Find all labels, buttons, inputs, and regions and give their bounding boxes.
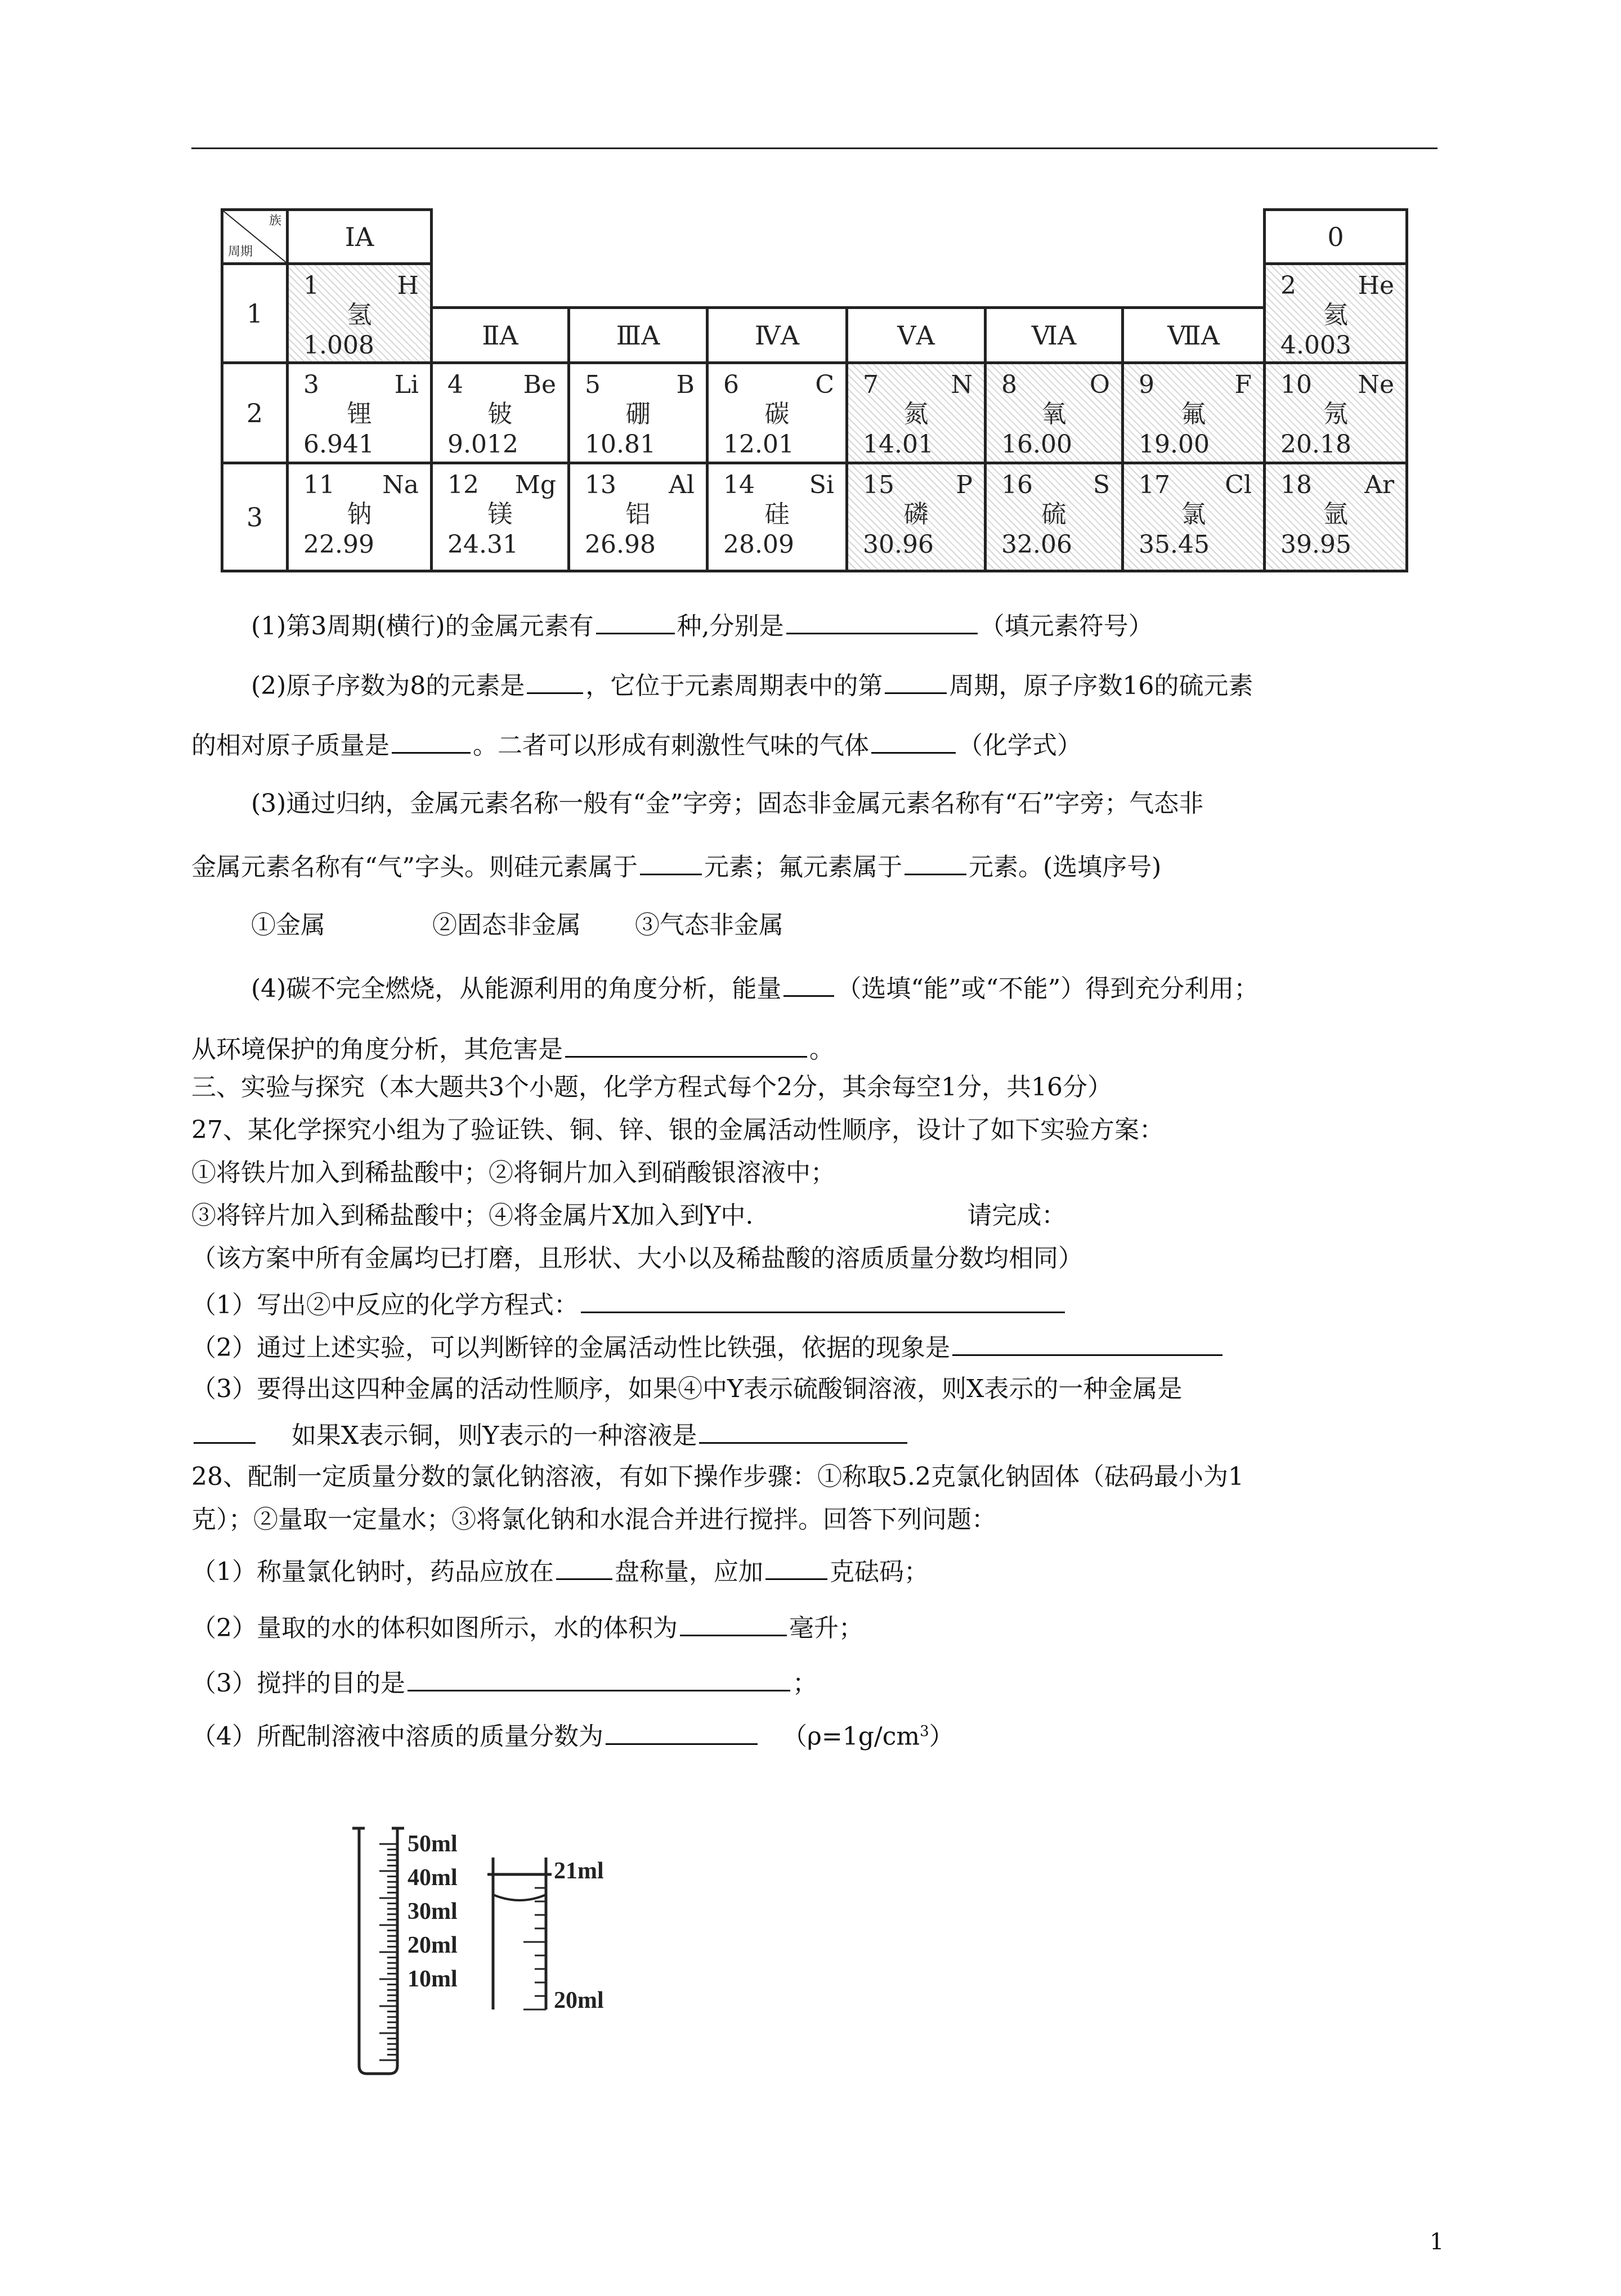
q28-answer2: （2）量取的水的体积如图所示，水的体积为 毫升； [191,1610,863,1644]
element-name: 氧 [1041,400,1067,428]
graduated-cylinder-figure [338,1818,675,2083]
group-label: ⅠA [344,221,374,252]
atomic-number: 18 [1280,471,1312,499]
atomic-number: 4 [447,370,463,399]
element-name: 氯 [1181,500,1206,529]
group-header-4 [845,306,987,364]
element-symbol: Na [382,471,419,499]
q28-answer3: （3）搅拌的目的是 ； [191,1665,817,1699]
element-name: 氖 [1323,400,1348,428]
element-Cl [1121,462,1266,572]
atomic-mass: 39.95 [1280,530,1351,559]
element-symbol: H [397,271,419,300]
group-label: ⅢA [616,320,660,351]
atomic-number: 13 [585,471,616,499]
scale-label-21ml: 21ml [554,1858,604,1884]
atomic-number: 6 [723,370,739,399]
q26-part2-cont: 的相对原子质量是 。二者可以形成有刺激性气味的气体 （化学式） [191,727,1082,762]
element-Al [567,462,709,572]
q27-answer3-cont: 如果X表示铜，则Y表示的一种溶液是 [191,1417,910,1452]
group-label: ⅤA [897,320,935,351]
element-symbol: Be [523,370,556,399]
element-S [984,462,1124,572]
atomic-number: 11 [303,471,335,499]
element-name: 硼 [625,400,651,428]
element-symbol: O [1089,370,1110,399]
element-name: 氢 [347,301,372,329]
element-symbol: S [1092,471,1110,499]
atomic-mass: 35.45 [1139,530,1210,559]
element-symbol: B [676,370,695,399]
element-name: 硫 [1041,500,1067,529]
group-label: ⅣA [754,320,800,351]
q26-part4-cont: 从环境保护的角度分析，其危害是 。 [191,1031,834,1066]
atomic-number: 15 [863,471,894,499]
atomic-mass: 14.01 [863,430,934,459]
atomic-number: 2 [1280,271,1296,300]
q27-answer3: （3）要得出这四种金属的活动性顺序，如果④中Y表示硫酸铜溶液，则X表示的一种金属是 [191,1375,1183,1403]
element-symbol: C [815,370,834,399]
atomic-mass: 26.98 [585,530,656,559]
scale-label-20ml-small: 20ml [554,1988,604,2013]
atomic-mass: 9.012 [447,430,518,459]
q28-answer1: （1）称量氯化钠时，药品应放在 盘称量，应加 克砝码； [191,1554,929,1588]
atomic-number: 17 [1139,471,1170,499]
atomic-number: 1 [303,271,319,300]
atomic-number: 5 [585,370,601,399]
group-label: ⅥA [1031,320,1077,351]
atomic-mass: 30.96 [863,530,934,559]
element-F [1121,361,1266,464]
atomic-number: 7 [863,370,879,399]
element-symbol: Li [394,370,419,399]
section-3-heading: 三、实验与探究（本大题共3个小题，化学方程式每个2分，其余每空1分，共16分） [191,1073,1112,1102]
atomic-mass: 4.003 [1280,331,1351,360]
atomic-mass: 22.99 [303,530,374,559]
q27-step1: ①将铁片加入到稀盐酸中；②将铜片加入到硝酸银溶液中； [191,1158,835,1187]
cylinder-drawing [338,1818,675,2083]
atomic-number: 12 [447,471,479,499]
period-label-3 [221,462,289,572]
element-He [1263,262,1408,364]
element-name: 氦 [1323,301,1348,329]
element-name: 锂 [347,400,372,428]
atomic-mass: 19.00 [1139,430,1210,459]
element-name: 铝 [625,500,651,529]
element-symbol: Al [669,471,695,499]
element-B [567,361,709,464]
atomic-number: 8 [1001,370,1017,399]
q26-part1: (1)第3周期(横行)的金属元素有 种,分别是 （填元素符号） [251,608,1153,642]
group-label: 0 [1327,221,1344,252]
q26-part4: (4)碳不完全燃烧，从能源利用的角度分析，能量 （选填“能”或“不能”）得到充分利用； [251,970,1259,1005]
q26-part3-cont: 金属元素名称有“气”字头。则硅元素属于 元素；氟元素属于 元素。(选填序号) [191,849,1161,883]
period-number: 2 [246,397,263,428]
group-header-0 [1263,208,1408,265]
element-Na [286,462,433,572]
element-symbol: Ne [1358,370,1394,399]
element-N [845,361,987,464]
element-name: 硅 [764,500,790,529]
q27-answer2: （2）通过上述实验，可以判断锌的金属活动性比铁强，依据的现象是 [191,1330,1225,1364]
element-Si [706,462,848,572]
scale-label-20ml: 20ml [408,1932,458,1958]
q28-intro1: 28、配制一定质量分数的氯化钠溶液，有如下操作步骤：①称取5.2克氯化钠固体（砝码最小为1 [191,1462,1244,1491]
element-name: 镁 [487,500,513,529]
element-name: 碳 [764,400,790,428]
element-symbol: Ar [1364,471,1394,499]
corner-group-label: 族 [268,214,281,228]
q27-step2: ③将锌片加入到稀盐酸中；④将金属片X加入到Y中. 请完成： [191,1201,1067,1230]
group-header-3 [706,306,848,364]
group-label: ⅡA [482,320,518,351]
atomic-mass: 1.008 [303,331,374,360]
element-symbol: F [1234,370,1252,399]
element-name: 氮 [903,400,929,428]
period-label-2 [221,361,289,464]
element-Ne [1263,361,1408,464]
element-C [706,361,848,464]
scale-label-50ml: 50ml [408,1831,458,1857]
period-number: 1 [246,298,263,329]
table-corner-header [221,208,289,265]
group-header-5 [984,306,1124,364]
element-Mg [430,462,570,572]
scale-label-40ml: 40ml [408,1865,458,1891]
element-Li [286,361,433,464]
q28-intro2: 克）；②量取一定量水；③将氯化钠和水混合并进行搅拌。回答下列问题： [191,1505,996,1534]
atomic-number: 9 [1139,370,1154,399]
scale-label-10ml: 10ml [408,1966,458,1992]
atomic-mass: 6.941 [303,430,374,459]
element-symbol: Mg [514,471,556,499]
element-name: 铍 [487,400,513,428]
element-name: 氩 [1323,500,1348,529]
q27-answer1: （1）写出②中反应的化学方程式： [191,1287,1067,1321]
element-O [984,361,1124,464]
atomic-number: 10 [1280,370,1312,399]
element-P [845,462,987,572]
corner-period-label: 周期 [228,245,253,259]
q27-intro: 27、某化学探究小组为了验证铁、铜、锌、银的金属活动性顺序，设计了如下实验方案： [191,1116,1164,1144]
group-header-IA [286,208,433,265]
q26-part3: (3)通过归纳，金属元素名称一般有“金”字旁；固态非金属元素名称有“石”字旁；气态非 [251,789,1204,818]
q27-note: （该方案中所有金属均已打磨，且形状、大小以及稀盐酸的溶质质量分数均相同） [191,1244,1083,1273]
q28-answer4: （4）所配制溶液中溶质的质量分数为 $(\rho=1g/cm^3)$ [191,1716,954,1753]
atomic-mass: 10.81 [585,430,656,459]
atomic-mass: 32.06 [1001,530,1072,559]
element-Be [430,361,570,464]
element-name: 磷 [903,500,929,529]
atomic-mass: 28.09 [723,530,794,559]
atomic-mass: 12.01 [723,430,794,459]
element-symbol: Si [809,471,834,499]
period-label-1 [221,262,289,364]
group-label: ⅦA [1167,320,1220,351]
group-header-2 [567,306,709,364]
periodic-table [221,208,1408,570]
atomic-number: 16 [1001,471,1033,499]
element-symbol: Cl [1225,471,1252,499]
element-symbol: P [956,471,973,499]
element-symbol: He [1358,271,1394,300]
element-H [286,262,433,364]
page-number: 1 [1430,2229,1444,2255]
element-symbol: N [951,370,973,399]
atomic-mass: 16.00 [1001,430,1072,459]
scale-label-30ml: 30ml [408,1899,458,1924]
atomic-mass: 24.31 [447,530,518,559]
group-header-6 [1121,306,1266,364]
atomic-mass: 20.18 [1280,430,1351,459]
period-number: 3 [246,502,263,532]
element-Ar [1263,462,1408,572]
q26-part2: (2)原子序数为8的元素是 ，它位于元素周期表中的第 周期，原子序数16的硫元素 [251,668,1253,702]
atomic-number: 3 [303,370,319,399]
header-rule [191,147,1438,149]
element-name: 钠 [347,500,372,529]
atomic-number: 14 [723,471,755,499]
element-name: 氟 [1181,400,1206,428]
q26-options: ①金属 ②固态非金属 ③气态非金属 [251,911,783,939]
group-header-1 [430,306,570,364]
